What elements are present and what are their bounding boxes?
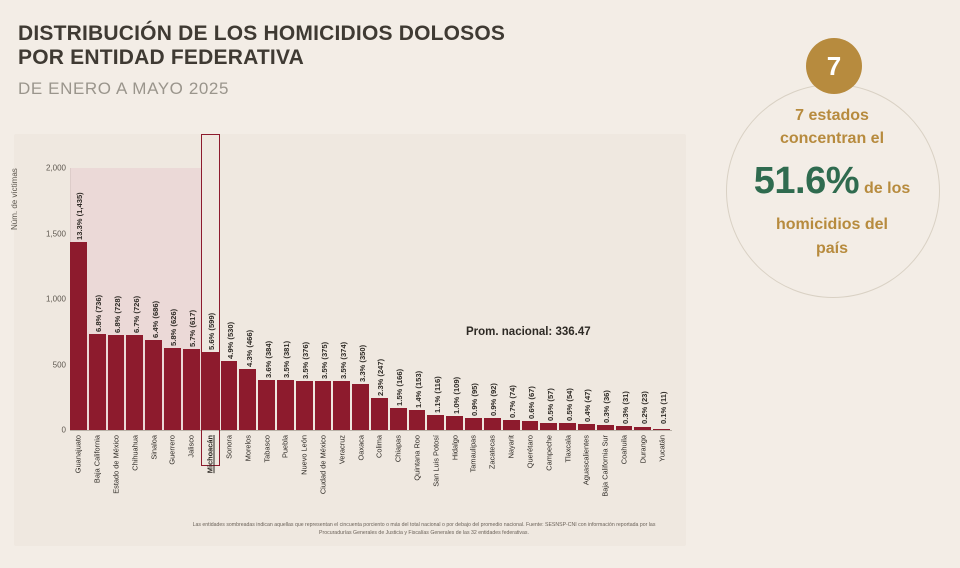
bar-column[interactable] bbox=[371, 168, 388, 430]
bar-column[interactable] bbox=[239, 168, 256, 430]
national-average-note: Prom. nacional: 336.47 bbox=[466, 326, 591, 338]
bar-column[interactable] bbox=[465, 168, 482, 430]
bar-column[interactable] bbox=[634, 168, 651, 430]
bar[interactable] bbox=[578, 424, 595, 430]
bar-column[interactable] bbox=[427, 168, 444, 430]
bar-column[interactable] bbox=[616, 168, 633, 430]
plot-area bbox=[70, 168, 670, 430]
bar-column[interactable] bbox=[108, 168, 125, 430]
bar-column[interactable] bbox=[202, 168, 219, 430]
bar-data-label: 0.6% (67) bbox=[526, 386, 536, 420]
bar-column[interactable] bbox=[653, 168, 670, 430]
bar[interactable] bbox=[277, 380, 294, 430]
header bbox=[18, 22, 638, 99]
y-tick-label: 2,000 bbox=[45, 163, 66, 173]
x-tick-label-text: Coahuila bbox=[619, 435, 629, 465]
x-tick-label-text: Durango bbox=[638, 435, 648, 464]
bar-data-label: 1.0% (109) bbox=[451, 376, 461, 414]
bar[interactable] bbox=[616, 426, 633, 430]
bar-data-label: 0.4% (47) bbox=[583, 388, 593, 422]
bar[interactable] bbox=[183, 349, 200, 430]
callout-big-suffix: de los bbox=[864, 180, 911, 198]
bar-column[interactable] bbox=[126, 168, 143, 430]
bar-data-label: 3.5% (374) bbox=[338, 341, 348, 380]
bar-data-label: 6.4% (686) bbox=[150, 300, 160, 339]
bar[interactable] bbox=[108, 335, 125, 430]
callout-line4: homicidios del bbox=[775, 216, 888, 234]
callout-line2: concentran el bbox=[779, 130, 885, 148]
x-tick-label-text: Puebla bbox=[280, 435, 290, 459]
callout-big-row bbox=[718, 154, 946, 209]
x-tick-label-text: Veracruz bbox=[337, 435, 347, 465]
x-tick-label-text: Chiapas bbox=[393, 435, 403, 463]
bar-data-label: 0.3% (36) bbox=[602, 390, 612, 424]
bar[interactable] bbox=[446, 416, 463, 430]
bar[interactable] bbox=[409, 410, 426, 430]
bar[interactable] bbox=[559, 423, 576, 430]
x-tick-label-text: Zacatecas bbox=[487, 435, 497, 470]
bar[interactable] bbox=[315, 381, 332, 430]
bar-column[interactable] bbox=[221, 168, 238, 430]
x-tick-label bbox=[108, 433, 125, 537]
bar-column[interactable] bbox=[352, 168, 369, 430]
bar-data-label: 6.8% (728) bbox=[113, 295, 123, 333]
bar-data-label: 0.5% (57) bbox=[545, 387, 555, 421]
bar-column[interactable] bbox=[446, 168, 463, 430]
bar[interactable] bbox=[352, 384, 369, 430]
bar[interactable] bbox=[333, 381, 350, 430]
x-tick-label-text: Oaxaca bbox=[356, 435, 366, 461]
callout-line1: 7 estados bbox=[795, 107, 869, 124]
bar[interactable] bbox=[427, 415, 444, 430]
bar[interactable] bbox=[145, 340, 162, 430]
bar[interactable] bbox=[296, 381, 313, 430]
y-axis-ticks bbox=[28, 163, 70, 435]
page-title-line2: POR ENTIDAD FEDERATIVA bbox=[18, 46, 304, 70]
bar-data-label: 0.9% (95) bbox=[470, 382, 480, 416]
bar-data-label: 0.9% (92) bbox=[489, 383, 499, 416]
bar-data-label: 6.8% (736) bbox=[94, 294, 104, 332]
bar-data-label: 5.6% (599) bbox=[207, 312, 217, 350]
bar-column[interactable] bbox=[540, 168, 557, 430]
bar-data-label: 3.6% (384) bbox=[263, 340, 273, 378]
bar[interactable] bbox=[653, 429, 670, 430]
x-tick-label-text: Nuevo León bbox=[299, 435, 309, 475]
chart-panel bbox=[10, 134, 686, 546]
x-tick-label-text: Baja California bbox=[92, 435, 102, 484]
callout bbox=[718, 38, 946, 308]
x-tick-label-text: Baja California Sur bbox=[600, 435, 610, 497]
x-tick-label-text: Tamaulipas bbox=[468, 435, 478, 473]
bar-data-label: 4.3% (466) bbox=[244, 329, 254, 367]
bar-data-label: 4.9% (530) bbox=[225, 321, 235, 359]
bar[interactable] bbox=[634, 427, 651, 430]
bar-data-label: 2.3% (247) bbox=[376, 358, 386, 396]
bar[interactable] bbox=[371, 398, 388, 430]
bar-data-label: 0.7% (74) bbox=[508, 385, 518, 419]
x-tick-label-text: Quintana Roo bbox=[412, 435, 422, 481]
x-tick-label-text: Jalisco bbox=[186, 435, 196, 458]
x-tick-label-text: San Luis Potosí bbox=[431, 435, 441, 487]
bar-data-label: 1.1% (116) bbox=[432, 376, 442, 413]
x-tick-label-text: Colima bbox=[374, 435, 384, 458]
bar-column[interactable] bbox=[70, 168, 87, 430]
bar[interactable] bbox=[164, 348, 181, 430]
bar[interactable] bbox=[484, 418, 501, 430]
bar[interactable] bbox=[503, 420, 520, 430]
x-tick-label-text: Estado de México bbox=[111, 435, 121, 494]
x-axis-line bbox=[70, 430, 672, 431]
bar[interactable] bbox=[540, 423, 557, 430]
bar[interactable] bbox=[89, 334, 106, 430]
x-tick-label bbox=[145, 433, 162, 537]
x-tick-label-text: Yucatán bbox=[657, 435, 667, 462]
callout-text bbox=[718, 104, 946, 260]
callout-percentage: 51.6% bbox=[753, 160, 859, 203]
callout-badge: 7 bbox=[806, 38, 862, 94]
bar-data-label: 5.7% (617) bbox=[188, 310, 198, 348]
bar-column[interactable] bbox=[597, 168, 614, 430]
bar-series bbox=[70, 168, 670, 430]
y-tick-label: 1,000 bbox=[45, 294, 66, 304]
page-subtitle: DE ENERO A MAYO 2025 bbox=[18, 78, 230, 98]
bar-column[interactable] bbox=[333, 168, 350, 430]
chart-footnote: Las entidades sombreadas indican aquellas que representan el cincuenta porciento o más del total nacional o por debajo del promedio nacional. Fuente: SESNSP-CNI con información reportada por las Procuradurías Generales de Justicia y Fiscalías Generales de las 32 entidades federativas. bbox=[192, 522, 656, 536]
bar-column[interactable] bbox=[164, 168, 181, 430]
x-tick-label-text: Ciudad de México bbox=[318, 435, 328, 495]
bar-column[interactable] bbox=[390, 168, 407, 430]
x-tick-label-text: Campeche bbox=[544, 435, 554, 471]
bar-data-label: 5.8% (626) bbox=[169, 308, 179, 346]
x-tick-label-text: Chihuahua bbox=[130, 435, 140, 471]
y-tick-label: 1,500 bbox=[45, 229, 66, 238]
bar-data-label: 3.5% (375) bbox=[319, 341, 329, 379]
bar[interactable] bbox=[522, 421, 539, 430]
x-tick-label-text: Tlaxcala bbox=[563, 435, 573, 463]
x-tick-label-text: Aguascalientes bbox=[581, 435, 591, 486]
x-tick-label bbox=[164, 433, 181, 537]
x-tick-label-text: Hidalgo bbox=[450, 435, 460, 461]
bar-column[interactable] bbox=[559, 168, 576, 430]
y-axis-title: Núm. de víctimas bbox=[10, 168, 19, 230]
bar[interactable] bbox=[390, 408, 407, 430]
bar-data-label: 13.3% (1,435) bbox=[75, 192, 85, 241]
bar-data-label: 0.2% (23) bbox=[639, 391, 649, 424]
bar-column[interactable] bbox=[315, 168, 332, 430]
x-tick-label-text: Guanajuato bbox=[73, 435, 83, 474]
bar-data-label: 3.3% (350) bbox=[357, 345, 367, 383]
bar-column[interactable] bbox=[89, 168, 106, 430]
bar-data-label: 1.4% (153) bbox=[414, 370, 424, 408]
callout-line5: país bbox=[815, 239, 848, 257]
bar[interactable] bbox=[202, 352, 219, 430]
x-tick-label bbox=[126, 433, 143, 537]
bar-column[interactable] bbox=[578, 168, 595, 430]
bar-column[interactable] bbox=[484, 168, 501, 430]
bar-column[interactable] bbox=[296, 168, 313, 430]
x-tick-label-text: Sinaloa bbox=[149, 435, 159, 460]
bar[interactable] bbox=[258, 380, 275, 430]
page-title-line1: DISTRIBUCIÓN DE LOS HOMICIDIOS DOLOSOS bbox=[18, 22, 506, 45]
x-tick-label-text: Morelos bbox=[243, 435, 253, 462]
x-tick-label-text: Guerrero bbox=[167, 435, 177, 465]
bar[interactable] bbox=[597, 425, 614, 430]
bar-data-label: 1.5% (166) bbox=[395, 369, 405, 407]
x-tick-label-text: Tabasco bbox=[262, 435, 272, 463]
x-tick-label bbox=[70, 433, 87, 537]
bar-data-label: 3.5% (381) bbox=[282, 340, 292, 379]
bar-column[interactable] bbox=[522, 168, 539, 430]
bar[interactable] bbox=[465, 418, 482, 430]
bar-column[interactable] bbox=[503, 168, 520, 430]
bar-data-label: 3.5% (376) bbox=[301, 341, 311, 379]
x-tick-label-text: Sonora bbox=[224, 435, 234, 459]
y-tick-label: 0 bbox=[61, 425, 66, 435]
bar[interactable] bbox=[239, 369, 256, 430]
bar-data-label: 6.7% (726) bbox=[131, 295, 141, 333]
bar-column[interactable] bbox=[409, 168, 426, 430]
bar-column[interactable] bbox=[277, 168, 294, 430]
bar[interactable] bbox=[221, 361, 238, 430]
bar-data-label: 0.5% (54) bbox=[564, 388, 574, 421]
bar[interactable] bbox=[70, 242, 87, 430]
bar-column[interactable] bbox=[183, 168, 200, 430]
x-tick-label-text: Nayarit bbox=[506, 435, 516, 459]
bar-column[interactable] bbox=[258, 168, 275, 430]
bar[interactable] bbox=[126, 335, 143, 430]
bar-column[interactable] bbox=[145, 168, 162, 430]
bar-data-label: 0.3% (31) bbox=[620, 391, 630, 424]
x-tick-label-text: Querétaro bbox=[525, 435, 535, 469]
bar-data-label: 0.1% (11) bbox=[658, 391, 668, 424]
x-tick-label-text: Michoacán bbox=[205, 435, 215, 474]
x-tick-label bbox=[89, 433, 106, 537]
y-tick-label: 500 bbox=[52, 360, 66, 369]
